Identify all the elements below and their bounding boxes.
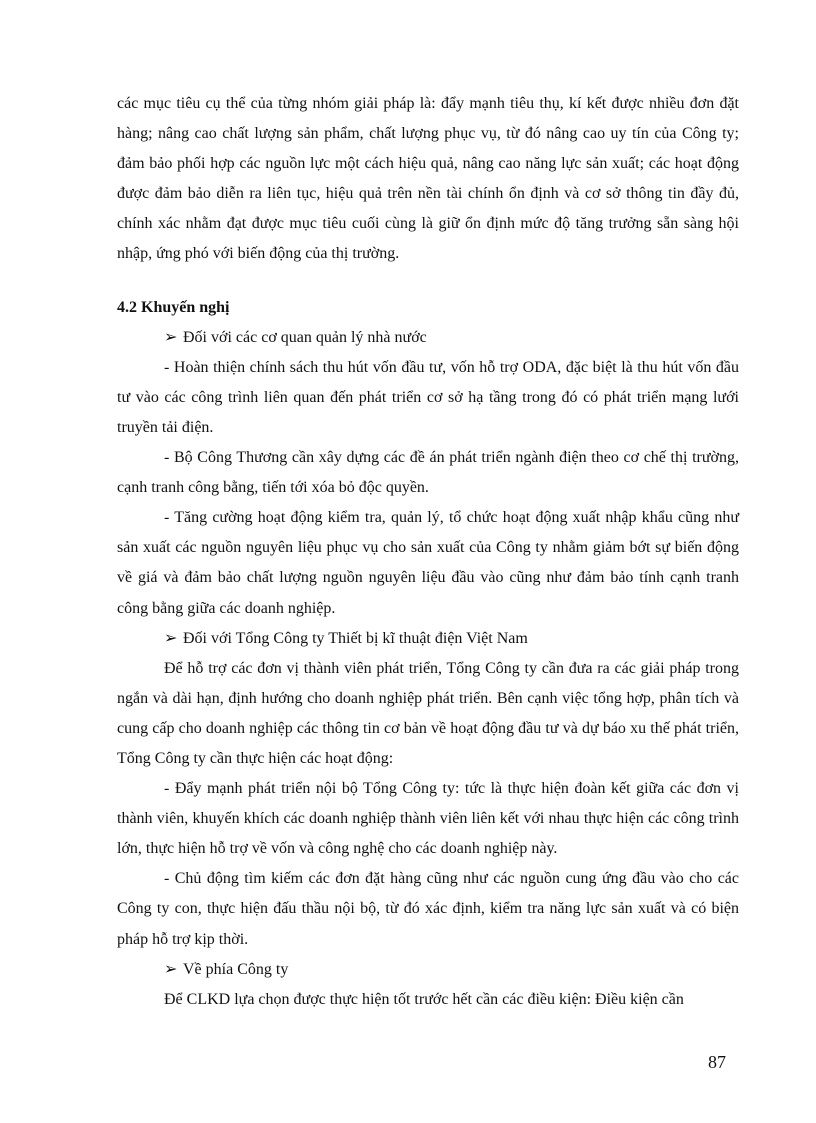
arrow-bullet-icon: ➢	[164, 960, 178, 978]
section-heading: 4.2 Khuyến nghị	[117, 298, 230, 316]
list-item: - Hoàn thiện chính sách thu hút vốn đầu tư, vốn hỗ trợ ODA, đặc biệt là thu hút vốn đầu tư vào các công trình liên quan đến phát triển cơ sở hạ tầng trong đó có phát triển mạng lưới truyền tải điện.	[117, 358, 739, 436]
page-content	[117, 89, 739, 1015]
bullet-company	[117, 955, 739, 985]
arrow-bullet-icon: ➢	[164, 629, 178, 647]
intro-paragraph: các mục tiêu cụ thể của từng nhóm giải pháp là: đẩy mạnh tiêu thụ, kí kết được nhiều đơn đặt hàng; nâng cao chất lượng sản phẩm, chất lượng phục vụ, từ đó nâng cao uy tín của Công ty; đảm bảo phối hợp các nguồn lực một cách hiệu quả, nâng cao năng lực sản xuất; các hoạt động được đảm bảo diễn ra liên tục, hiệu quả trên nền tài chính ổn định và cơ sở thông tin đầy đủ, chính xác nhằm đạt được mục tiêu cuối cùng là giữ ổn định mức độ tăng trưởng sẵn sàng hội nhập, ứng phó với biến động của thị trường.	[117, 95, 739, 263]
bullet-label: Về phía Công ty	[183, 960, 289, 978]
list-item: - Tăng cường hoạt động kiểm tra, quản lý, tổ chức hoạt động xuất nhập khẩu cũng như sản xuất các nguồn nguyên liệu phục vụ cho sản xuất của Công ty nhằm giảm bớt sự biến động về giá và đảm bảo chất lượng nguồn nguyên liệu đầu vào cũng như đảm bảo tính cạnh tranh công bằng giữa các doanh nghiệp.	[117, 509, 739, 617]
list-item: - Bộ Công Thương cần xây dựng các đề án phát triển ngành điện theo cơ chế thị trường, cạnh tranh công bằng, tiến tới xóa bỏ độc quyền.	[117, 449, 739, 497]
bullet-label: Đối với Tổng Công ty Thiết bị kĩ thuật điện Việt Nam	[183, 629, 528, 647]
company-intro: Để CLKD lựa chọn được thực hiện tốt trước hết cần các điều kiện: Điều kiện cần	[164, 990, 684, 1008]
bullet-label: Đối với các cơ quan quản lý nhà nước	[183, 328, 427, 346]
page-number: 87	[708, 1052, 726, 1072]
bullet-corporation	[117, 624, 739, 654]
list-item: - Đẩy mạnh phát triển nội bộ Tổng Công ty: tức là thực hiện đoàn kết giữa các đơn vị thành viên, khuyến khích các doanh nghiệp thành viên liên kết với nhau thực hiện các công trình lớn, thực hiện hỗ trợ về vốn và công nghệ cho các doanh nghiệp này.	[117, 780, 739, 858]
corporation-intro: Để hỗ trợ các đơn vị thành viên phát triển, Tổng Công ty cần đưa ra các giải pháp trong ngắn và dài hạn, định hướng cho doanh nghiệp phát triển. Bên cạnh việc tổng hợp, phân tích và cung cấp cho doanh nghiệp các thông tin cơ bản về hoạt động đầu tư và dự báo xu thế phát triển, Tổng Công ty cần thực hiện các hoạt động:	[117, 659, 739, 767]
bullet-state-agencies	[117, 323, 739, 353]
arrow-bullet-icon: ➢	[164, 328, 178, 346]
list-item: - Chủ động tìm kiếm các đơn đặt hàng cũng như các nguồn cung ứng đầu vào cho các Công ty con, thực hiện đấu thầu nội bộ, từ đó xác định, kiểm tra năng lực sản xuất và có biện pháp hỗ trợ kịp thời.	[117, 870, 739, 948]
